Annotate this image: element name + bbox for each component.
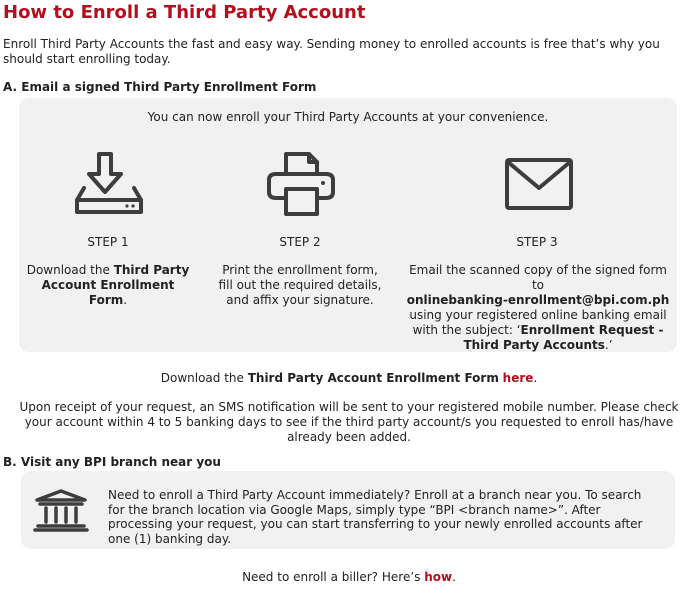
panel-lead-text: You can now enroll your Third Party Accounts at your convenience.	[147, 110, 549, 124]
biller-line: Need to enroll a biller? Here’s how.	[242, 570, 456, 584]
email-subject: Enrollment Request - Third Party Accounts	[463, 323, 664, 352]
branch-instructions: Need to enroll a Third Party Account immediately? Enroll at a branch near you. To search for the branch location via Google Maps, simply type “BPI <branch name>”. After processing your request, you can start transferring to your newly enrolled accounts after one (1) banking day.	[108, 488, 643, 546]
receipt-notice: Upon receipt of your request, an SMS notification will be sent to your registered mobile number. Please check your account within 4 to 5 banking days to see if the third party account/s you requested to enroll has/have already been added.	[19, 400, 679, 444]
step-1-label: STEP 1	[87, 235, 129, 249]
branch-panel	[21, 471, 675, 549]
biller-how-link[interactable]: how	[424, 570, 453, 584]
page-title: How to Enroll a Third Party Account	[3, 2, 366, 23]
intro-text: Enroll Third Party Accounts the fast and easy way. Sending money to enrolled accounts is free that’s why you should start enrolling today.	[3, 37, 660, 66]
email-steps-panel	[19, 98, 677, 352]
download-here-link[interactable]: here	[502, 371, 534, 385]
step-3-label: STEP 3	[516, 235, 558, 249]
download-icon	[75, 152, 143, 218]
section-b-heading: B. Visit any BPI branch near you	[3, 455, 221, 469]
step-3-description: Email the scanned copy of the signed form to onlinebanking-enrollment@bpi.com.ph using your registered online banking email with the subject: ‘Enrollment Request - Third Party Accounts.’	[406, 263, 670, 352]
envelope-icon	[505, 158, 573, 210]
bank-icon	[33, 488, 89, 532]
step-1-description: Download the Third Party Account Enrollment Form.	[26, 263, 190, 307]
step-2-label: STEP 2	[279, 235, 321, 249]
enrollment-form-name: Third Party Account Enrollment Form	[41, 263, 190, 307]
enrollment-email-address: onlinebanking-enrollment@bpi.com.ph	[406, 293, 670, 307]
printer-icon	[267, 152, 335, 218]
section-a-heading: A. Email a signed Third Party Enrollment Form	[3, 80, 317, 94]
download-form-line: Download the Third Party Account Enrollment Form here.	[160, 371, 538, 385]
step-2-description: Print the enrollment form, fill out the required details, and affix your signature.	[218, 263, 382, 307]
